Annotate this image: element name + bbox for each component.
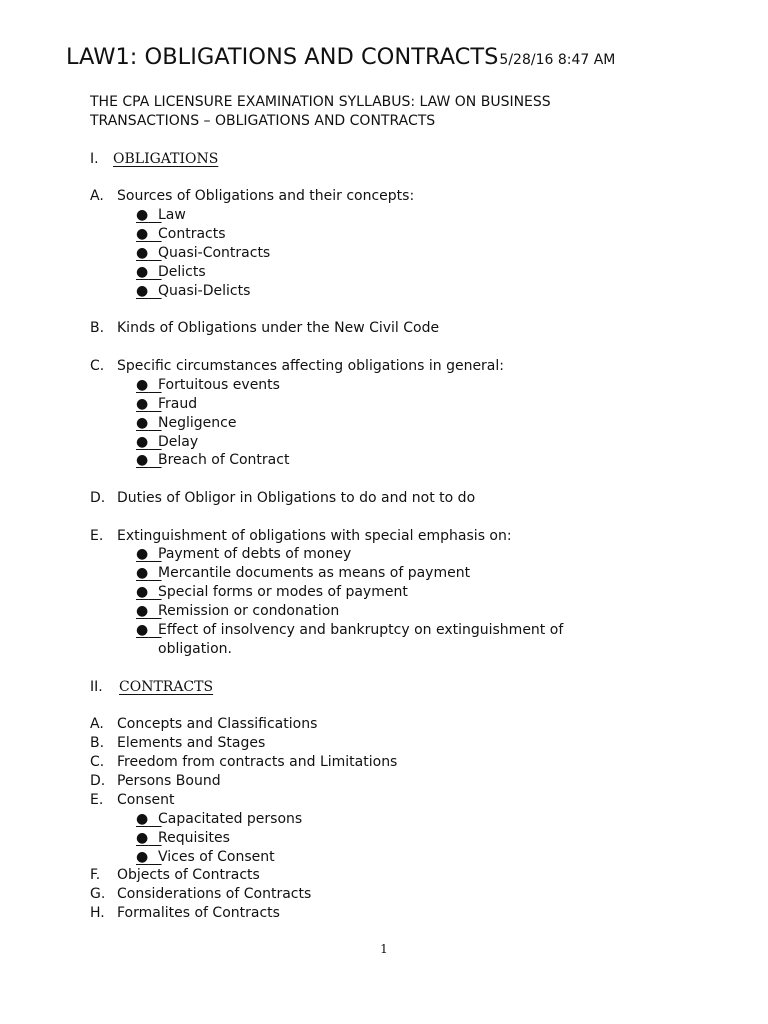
bullet-item: ● Vices of Consent [136, 849, 275, 865]
bullet-icon: ● [136, 546, 149, 562]
timestamp: 5/28/16 8:47 AM [499, 52, 616, 68]
bullet-icon: ● [136, 849, 149, 865]
list-item: E. Consent [90, 792, 175, 808]
list-item: C. Specific circumstances affecting obligations in general: [90, 358, 504, 374]
bullet-item: ● Capacitated persons [136, 811, 303, 827]
syllabus-line-2: TRANSACTIONS – OBLIGATIONS AND CONTRACTS [90, 113, 436, 129]
bullet-icon: ● [136, 226, 149, 242]
bullet-icon: ● [136, 283, 149, 299]
bullet-icon: ● [136, 377, 149, 393]
bullet-icon: ● [136, 452, 149, 468]
bullet-item: ● Breach of Contract [136, 452, 290, 468]
section-heading-obligations [90, 150, 218, 169]
bullet-item: ● Delay [136, 434, 199, 450]
section-title: OBLIGATIONS [113, 151, 219, 167]
bullet-icon: ● [136, 603, 149, 619]
bullet-icon: ● [136, 264, 149, 280]
list-item: A. Sources of Obligations and their concepts: [90, 188, 415, 204]
bullet-icon: ● [136, 434, 149, 450]
bullet-icon: ● [136, 396, 149, 412]
bullet-item: ● Quasi-Contracts [136, 245, 271, 261]
bullet-item: ● Quasi-Delicts [136, 283, 251, 299]
list-item: B. Kinds of Obligations under the New Civil Code [90, 320, 440, 336]
list-item: B. Elements and Stages [90, 735, 266, 751]
bullet-icon: ● [136, 207, 149, 223]
bullet-item: ● Contracts [136, 226, 226, 242]
list-item: A. Concepts and Classifications [90, 716, 318, 732]
bullet-item: ● Effect of insolvency and bankruptcy on extinguishment of [136, 622, 564, 638]
bullet-item: ● Payment of debts of money [136, 546, 352, 562]
list-item: C. Freedom from contracts and Limitations [90, 754, 398, 770]
page-number: 1 [380, 942, 388, 956]
bullet-item: ● Fortuitous events [136, 377, 280, 393]
bullet-item: ● Special forms or modes of payment [136, 584, 408, 600]
section-title: CONTRACTS [119, 679, 214, 695]
list-item: D. Persons Bound [90, 773, 221, 789]
bullet-continuation: obligation. [158, 641, 232, 657]
section-numeral: II. [90, 679, 103, 695]
section-heading-contracts [90, 678, 213, 697]
bullet-icon: ● [136, 245, 149, 261]
document-title-line [66, 44, 615, 70]
syllabus-heading [90, 93, 551, 131]
syllabus-line-1: THE CPA LICENSURE EXAMINATION SYLLABUS: LAW ON BUSINESS [90, 94, 551, 110]
bullet-icon: ● [136, 415, 149, 431]
bullet-item: ● Fraud [136, 396, 198, 412]
bullet-icon: ● [136, 565, 149, 581]
list-item: G. Considerations of Contracts [90, 886, 312, 902]
list-item: H. Formalites of Contracts [90, 905, 280, 921]
bullet-item: ● Requisites [136, 830, 230, 846]
bullet-icon: ● [136, 622, 149, 638]
bullet-item: ● Remission or condonation [136, 603, 340, 619]
list-item: D. Duties of Obligor in Obligations to do and not to do [90, 490, 476, 506]
section-numeral: I. [90, 151, 99, 167]
list-item: E. Extinguishment of obligations with special emphasis on: [90, 528, 512, 544]
bullet-icon: ● [136, 811, 149, 827]
list-item: F. Objects of Contracts [90, 867, 260, 883]
bullet-item: ● Mercantile documents as means of payment [136, 565, 471, 581]
document-title: LAW1: OBLIGATIONS AND CONTRACTS [66, 44, 499, 70]
bullet-icon: ● [136, 830, 149, 846]
bullet-item: ● Law [136, 207, 186, 223]
bullet-icon: ● [136, 584, 149, 600]
bullet-item: ● Negligence [136, 415, 237, 431]
bullet-item: ● Delicts [136, 264, 206, 280]
